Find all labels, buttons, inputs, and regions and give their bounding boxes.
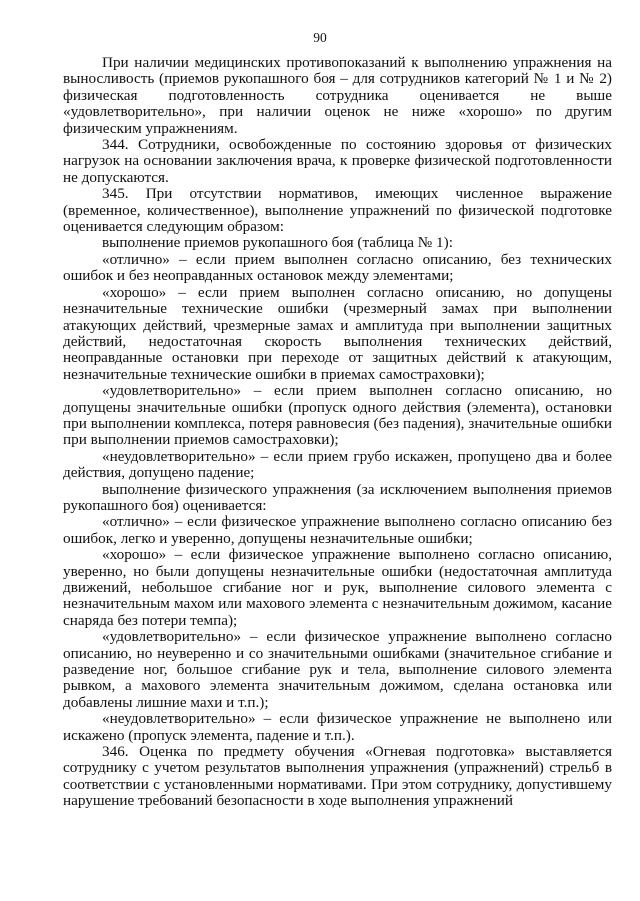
paragraph-combat-good: «хорошо» – если прием выполнен согласно описанию, но допущены незначительные технические ошибки (чрезмерный замах при выполнении атакующих действий, чрезмерные замах и амплитуда при выполнении защитных действий, недостаточная скорость выполнения технических действий, неоправданные остановки при переходе от защитных действий к атакующим, незначительные технические ошибки в приемах самостраховки); <box>63 283 612 383</box>
paragraph-combat-excellent: «отлично» – если прием выполнен согласно описанию, без технических ошибок и без неоправданных остановок между элементами; <box>63 250 612 285</box>
paragraph-346: 346. Оценка по предмету обучения «Огневая подготовка» выставляется сотруднику с учетом результатов выполнения упражнения (упражнений) стрельб в соответствии с установленными нормативами. При этом сотруднику, допустившему нарушение требований безопасности в ходе выполнения упражнений <box>63 743 612 810</box>
paragraph-combat-unsatisfactory: «неудовлетворительно» – если прием грубо искажен, пропущено два и более действия, допущено падение; <box>63 447 612 482</box>
paragraph-345: 345. При отсутствии нормативов, имеющих численное выражение (временное, количественное), выполнение упражнений по физической подготовке оценивается следующим образом: <box>63 185 612 236</box>
paragraph-exercise-good: «хорошо» – если физическое упражнение выполнено согласно описанию, уверенно, но были допущены незначительные ошибки (недостаточная амплитуда движений, небольшое сгибание ног и рук, выполнение силового элемента с незначительным махом или махового элемента с незначительным дожимом, касание снаряда без потери темпа); <box>63 546 612 629</box>
paragraph-exercise-excellent: «отлично» – если физическое упражнение выполнено согласно описанию без ошибок, легко и уверенно, допущены незначительные ошибки; <box>63 513 612 547</box>
paragraph-exercise-satisfactory: «удовлетворительно» – если физическое упражнение выполнено согласно описанию, но неуверенно и со значительными ошибками (значительное сгибание и разведение ног, большое сгибание рук и тела, выполнение силового элемента рывком, а махового элемента значительным дожимом, сделана остановка или добавлены лишние махи и т.п.); <box>63 628 612 711</box>
paragraph-exercise-unsatisfactory: «неудовлетворительно» – если физическое упражнение не выполнено или искажено (пропуск элемента, падение и т.п.). <box>63 710 612 744</box>
paragraph-exercise-heading: выполнение физического упражнения (за исключением выполнения приемов рукопашного боя) оценивается: <box>63 480 612 514</box>
paragraph-344: 344. Сотрудники, освобожденные по состоянию здоровья от физических нагрузок на основании заключения врача, к проверке физической подготовленности не допускаются. <box>63 136 612 186</box>
paragraph-medical-contraindications: При наличии медицинских противопоказаний к выполнению упражнения на выносливость (приемов рукопашного боя – для сотрудников категорий № 1 и № 2) физическая подготовленность сотрудника оценивается не выше «удовлетворительно», при наличии оценок не ниже «хорошо» по другим физическим упражнениям. <box>63 54 612 137</box>
page-number: 90 <box>313 30 327 45</box>
body-text <box>63 55 612 810</box>
paragraph-combat-heading: выполнение приемов рукопашного боя (таблица № 1): <box>102 234 453 252</box>
paragraph-combat-satisfactory: «удовлетворительно» – если прием выполнен согласно описанию, но допущены значительные ошибки (пропуск одного действия (элемента), остановки при выполнении комплекса, потеря равновесия (без падения), значительные ошибки при выполнении приемов самостраховки); <box>63 382 612 449</box>
